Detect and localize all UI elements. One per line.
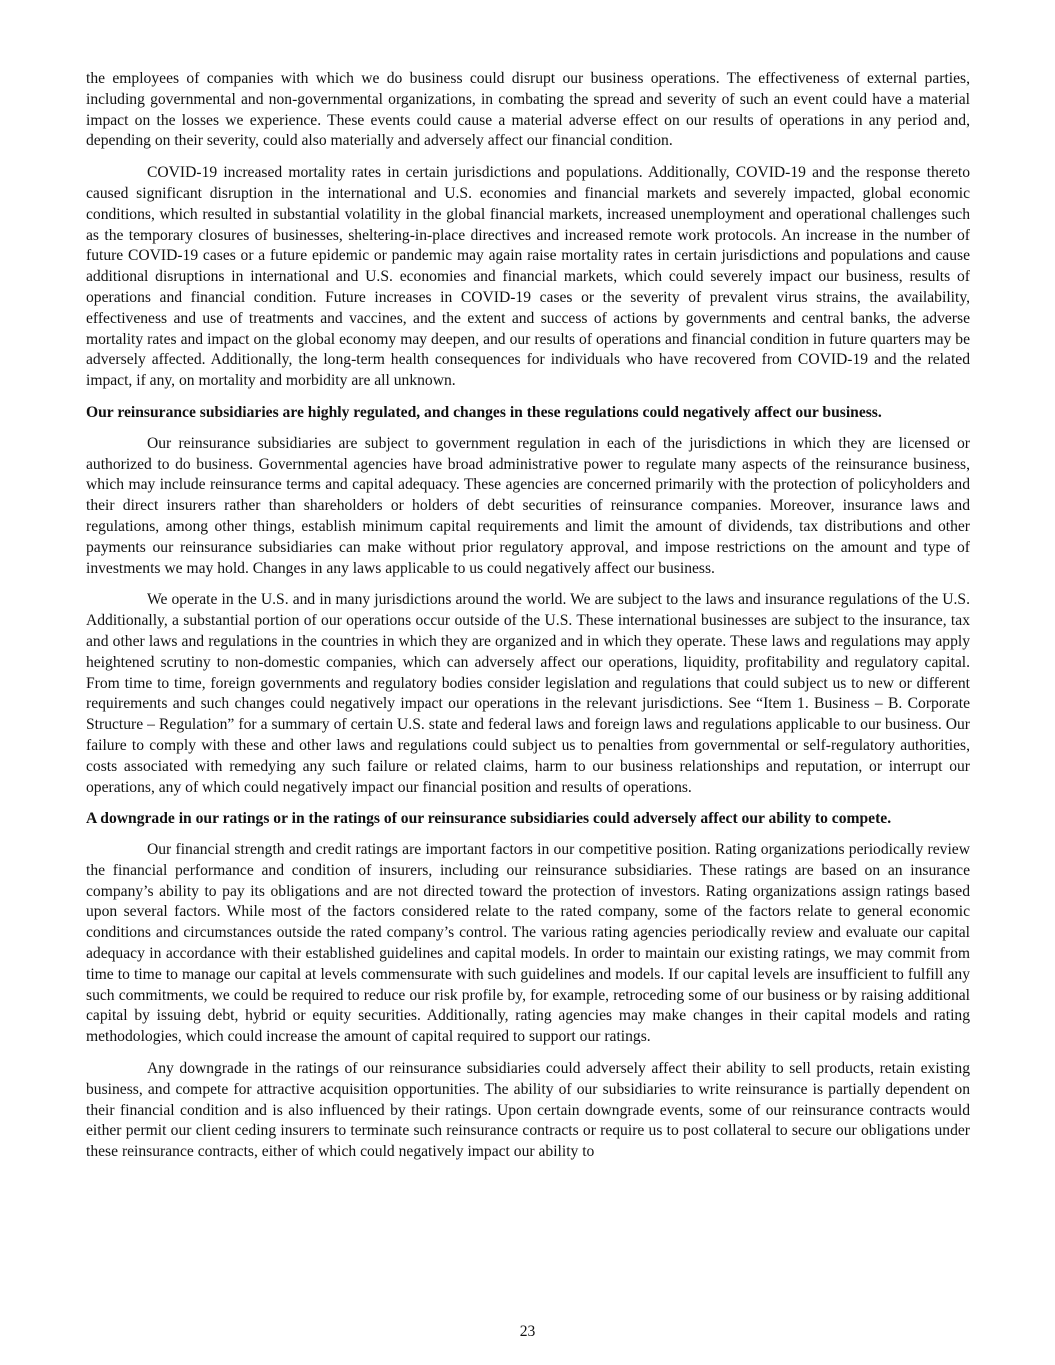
heading-regulation-risk: Our reinsurance subsidiaries are highly regulated, and changes in these regulations could negatively affect our business. [86, 403, 882, 421]
document-page [86, 69, 970, 1174]
page-number: 23 [519, 1323, 536, 1340]
paragraph-financial-strength-ratings: Our financial strength and credit ratings are important factors in our competitive position. Rating organizations periodically review the financial performance and condition of insurers, including our reinsurance subsidiaries. These ratings are based on an insurance company’s ability to pay its obligations and are not directed toward the protection of investors. Rating organizations assign ratings based upon several factors. While most of the factors considered relate to the rated company, some of the factors relate to general economic conditions and circumstances outside the rated company’s control. The various rating agencies periodically review and evaluate our capital adequacy in accordance with their established guidelines and capital models. In order to maintain our existing ratings, we may commit from time to time to manage our capital at levels commensurate with such guidelines and models. If our capital levels are insufficient to fulfill any such commitments, we could be required to reduce our risk profile by, for example, retroceding some of our business or by raising additional capital by issuing debt, hybrid or equity securities. Additionally, rating agencies may make changes in their capital models and rating methodologies, which could increase the amount of capital required to support our ratings. [86, 841, 970, 1046]
paragraph-government-regulation: Our reinsurance subsidiaries are subject to government regulation in each of the jurisdictions in which they are licensed or authorized to do business. Governmental agencies have broad administrative power to regulate many aspects of the reinsurance business, which may include reinsurance terms and capital adequacy. These agencies are concerned primarily with the protection of policyholders and their direct insurers rather than shareholders or holders of debt securities of reinsurance companies. Moreover, insurance laws and regulations, among other things, establish minimum capital requirements and limit the amount of dividends, tax distributions and other payments our reinsurance subsidiaries can make without prior regulatory approval, and impose restrictions on the amount and type of investments we may hold. Changes in any laws applicable to us could negatively affect our business. [86, 434, 970, 577]
heading-ratings-downgrade-risk: A downgrade in our ratings or in the ratings of our reinsurance subsidiaries could adversely affect our ability to compete. [86, 810, 892, 828]
paragraph-international-operations: We operate in the U.S. and in many jurisdictions around the world. We are subject to the laws and insurance regulations of the U.S. Additionally, a substantial portion of our operations occur outside of the U.S. These international businesses are subject to the insurance, tax and other laws and regulations in the countries in which they are organized and in which they operate. These laws and regulations may apply heightened scrutiny to non-domestic companies, which can adversely affect our operations, liquidity, profitability and regulatory capital. From time to time, foreign governments and regulatory bodies consider legislation and regulations that could subject us to new or different requirements and such changes could negatively impact our operations in the relevant jurisdictions. See “Item 1. Business – B. Corporate Structure – Regulation” for a summary of certain U.S. state and federal laws and foreign laws and regulations applicable to our business. Our failure to comply with these and other laws and regulations could subject us to penalties from governmental or self-regulatory authorities, costs associated with remedying any such failure or related claims, harm to our business relationships and reputation, or interrupt our operations, any of which could negatively impact our financial position and results of operations. [86, 591, 970, 796]
paragraph-covid-19: COVID-19 increased mortality rates in certain jurisdictions and populations. Additionally, COVID-19 and the response thereto caused significant disruption in the international and U.S. economies and financial markets and severely impacted, global economic conditions, which resulted in substantial volatility in the global financial markets, increased unemployment and operational challenges such as the temporary closures of businesses, sheltering-in-place directives and increased remote work protocols. An increase in the number of future COVID-19 cases or a future epidemic or pandemic may again raise mortality rates in certain jurisdictions and populations and cause additional disruptions in international and U.S. economies and financial markets, which could severely impact our business, results of operations and financial condition. Future increases in COVID-19 cases or the severity of prevalent virus strains, the availability, effectiveness and use of treatments and vaccines, and the extent and success of actions by governments and central banks, the adverse mortality rates and impact on the global economy may deepen, and our results of operations and financial condition in future quarters may be adversely affected. Additionally, the long-term health consequences for individuals who have recovered from COVID-19 and the related impact, if any, on mortality and morbidity are all unknown. [86, 164, 970, 390]
paragraph-pandemic-disruption: the employees of companies with which we do business could disrupt our business operations. The effectiveness of external parties, including governmental and non-governmental organizations, in combating the spread and severity of such an event could have a material impact on the losses we experience. These events could cause a material adverse effect on our results of operations in any period and, depending on their severity, could also materially and adversely affect our financial condition. [86, 70, 970, 150]
paragraph-downgrade-impact: Any downgrade in the ratings of our reinsurance subsidiaries could adversely affect their ability to sell products, retain existing business, and compete for attractive acquisition opportunities. The ability of our subsidiaries to write reinsurance is partially dependent on their financial condition and is also influenced by their ratings. Upon certain downgrade events, some of our reinsurance contracts would either permit our client ceding insurers to terminate such reinsurance contracts or require us to post collateral to secure our obligations under these reinsurance contracts, either of which could negatively impact our ability to [86, 1060, 970, 1161]
